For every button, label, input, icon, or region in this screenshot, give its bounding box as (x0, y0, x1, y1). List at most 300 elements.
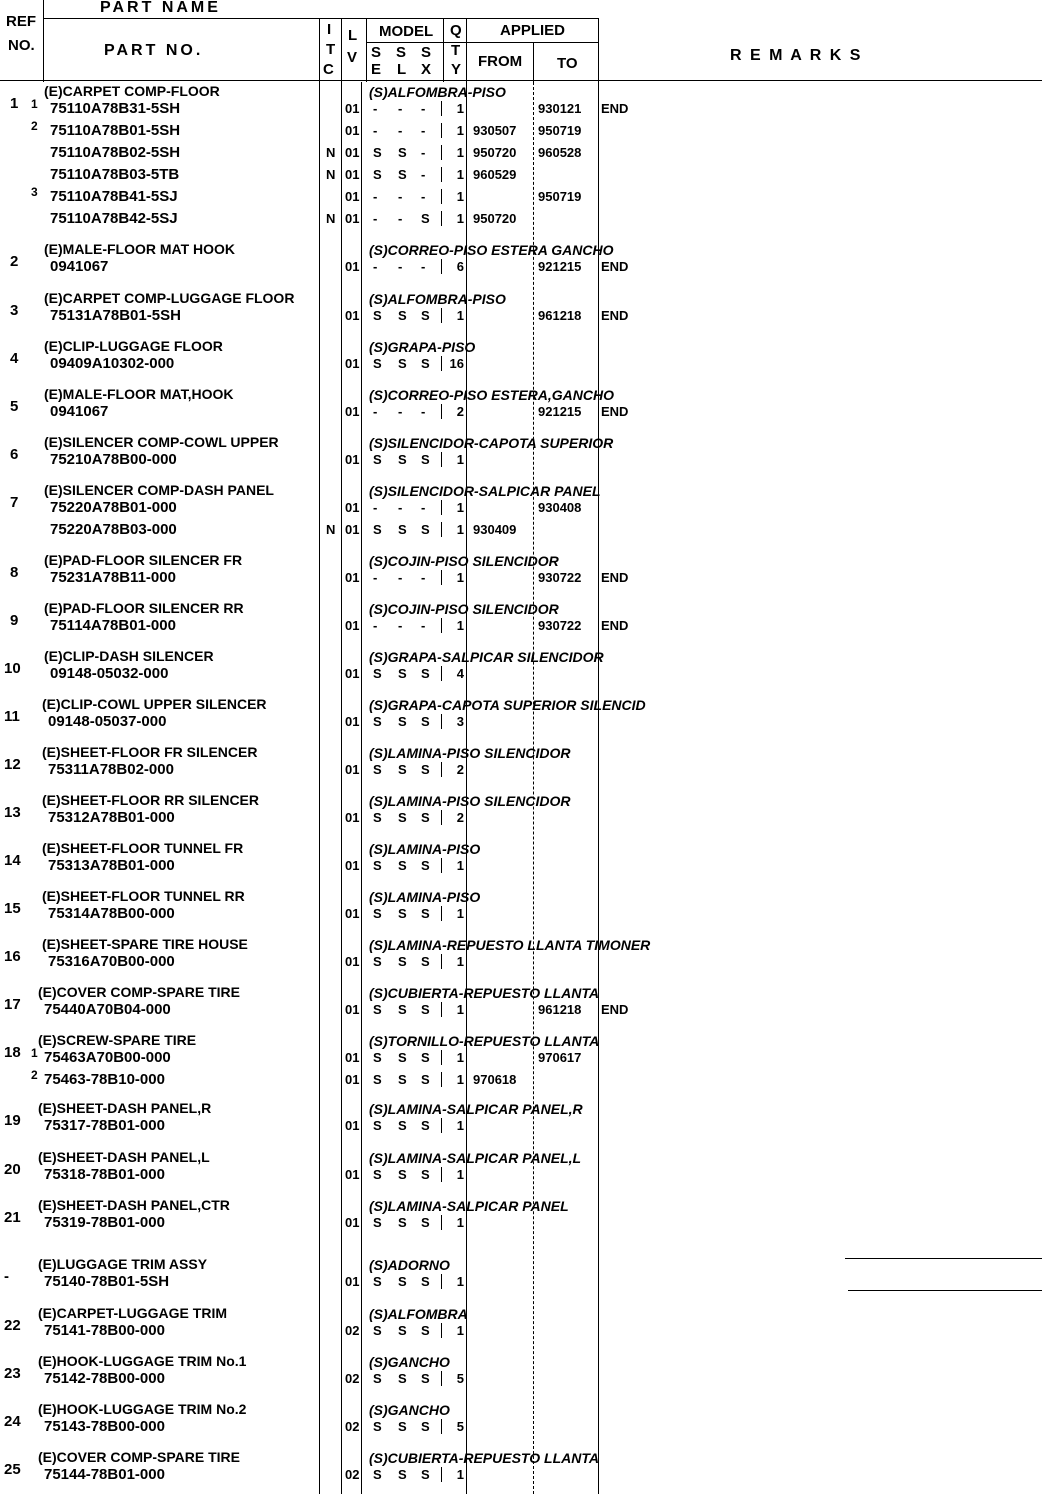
model-se: S (373, 714, 382, 729)
model-sl: S (398, 666, 407, 681)
model-sx: S (421, 522, 430, 537)
ref-no: 18 (4, 1044, 21, 1061)
model-sl: - (398, 618, 403, 633)
level: 02 (345, 1467, 360, 1482)
part-name: (E)SILENCER COMP-DASH PANEL (44, 482, 274, 498)
ref-no: 20 (4, 1161, 21, 1178)
model-sl: S (398, 1323, 407, 1338)
level: 01 (345, 500, 360, 515)
quantity: 2 (456, 810, 464, 825)
part-name: (E)CLIP-COWL UPPER SILENCER (42, 696, 267, 712)
part-number: 09409A10302-000 (50, 355, 175, 372)
part-number: 75318-78B01-000 (44, 1166, 165, 1183)
quantity: 1 (456, 145, 464, 160)
model-sl: - (398, 189, 403, 204)
part-number: 75143-78B00-000 (44, 1418, 165, 1435)
part-name-spanish: (S)COJIN-PISO SILENCIDOR (369, 553, 559, 569)
applied-from: 960529 (473, 167, 517, 182)
model-sl: S (398, 1467, 407, 1482)
part-number: 75316A70B00-000 (48, 953, 175, 970)
part-name-spanish: (S)CORREO-PISO ESTERA,GANCHO (369, 387, 615, 403)
model-sx: S (421, 666, 430, 681)
model-sl: S (398, 1419, 407, 1434)
applied-to: 950719 (538, 189, 582, 204)
part-name: (E)SHEET-SPARE TIRE HOUSE (42, 936, 248, 952)
model-sx: S (421, 211, 430, 226)
part-name-spanish: (S)LAMINA-PISO SILENCIDOR (369, 745, 571, 761)
part-name-spanish: (S)ADORNO (369, 1257, 450, 1273)
ref-no: 24 (4, 1413, 21, 1430)
level: 01 (345, 452, 360, 467)
part-number: 75140-78B01-5SH (44, 1273, 170, 1290)
part-name: (E)SHEET-FLOOR FR SILENCER (42, 744, 258, 760)
part-name: (E)PAD-FLOOR SILENCER FR (44, 552, 243, 568)
applied-to: 921215 (538, 259, 582, 274)
level: 01 (345, 1002, 360, 1017)
level: 01 (345, 308, 360, 323)
part-number: 0941067 (50, 258, 109, 275)
header-model: MODEL (379, 23, 434, 40)
model-sl: S (398, 1167, 407, 1182)
part-number: 75314A78B00-000 (48, 905, 175, 922)
part-name: (E)SHEET-FLOOR TUNNEL FR (42, 840, 244, 856)
model-sx: S (421, 1215, 430, 1230)
part-number: 75313A78B01-000 (48, 857, 175, 874)
header-ref-line1: REF (6, 13, 36, 30)
sub-index: 3 (31, 185, 38, 199)
part-name-spanish: (S)CUBIERTA-REPUESTO LLANTA (369, 1450, 599, 1466)
itc-flag: N (326, 522, 336, 537)
part-name-spanish: (S)LAMINA-REPUESTO LLANTA TIMONER (369, 937, 651, 953)
level: 02 (345, 1419, 360, 1434)
header-ref-line2: NO. (8, 37, 35, 54)
model-se: S (373, 1371, 382, 1386)
part-number: 75312A78B01-000 (48, 809, 175, 826)
level: 01 (345, 906, 360, 921)
part-name-spanish: (S)GRAPA-PISO (369, 339, 476, 355)
applied-to: 930722 (538, 618, 582, 633)
applied-to: 961218 (538, 308, 582, 323)
part-name-spanish: (S)GRAPA-SALPICAR SILENCIDOR (369, 649, 604, 665)
quantity: 1 (456, 452, 464, 467)
level: 01 (345, 810, 360, 825)
level: 01 (345, 1215, 360, 1230)
level: 02 (345, 1371, 360, 1386)
part-name: (E)CLIP-DASH SILENCER (44, 648, 214, 664)
quantity: 1 (456, 954, 464, 969)
model-sx: S (421, 308, 430, 323)
model-se: S (373, 522, 382, 537)
part-name-spanish: (S)GANCHO (369, 1354, 450, 1370)
model-se: S (373, 1467, 382, 1482)
model-sl: S (398, 1050, 407, 1065)
model-se: S (373, 356, 382, 371)
model-sx: S (421, 1167, 430, 1182)
quantity: 1 (456, 858, 464, 873)
part-number: 75319-78B01-000 (44, 1214, 165, 1231)
model-se: S (373, 1118, 382, 1133)
header-itc-t: T (326, 41, 336, 58)
itc-flag: N (326, 145, 336, 160)
model-se: S (373, 810, 382, 825)
header-part-name: PART NAME (100, 0, 221, 16)
part-number: 0941067 (50, 403, 109, 420)
quantity: 1 (456, 1002, 464, 1017)
model-se: S (373, 1050, 382, 1065)
model-se: S (373, 1072, 382, 1087)
quantity: 5 (456, 1371, 464, 1386)
remarks: END (601, 308, 629, 323)
part-name-spanish: (S)CORREO-PISO ESTERA GANCHO (369, 242, 614, 258)
level: 01 (345, 123, 360, 138)
level: 01 (345, 570, 360, 585)
applied-from: 950720 (473, 145, 517, 160)
model-sl: S (398, 1072, 407, 1087)
quantity: 1 (456, 123, 464, 138)
part-name: (E)MALE-FLOOR MAT,HOOK (44, 386, 234, 402)
model-se: - (373, 189, 378, 204)
part-number: 75220A78B03-000 (50, 521, 177, 538)
quantity: 1 (456, 1118, 464, 1133)
model-se: S (373, 1215, 382, 1230)
model-sl: S (398, 1215, 407, 1230)
model-sx: - (421, 259, 426, 274)
part-name: (E)CARPET COMP-LUGGAGE FLOOR (44, 290, 295, 306)
ref-no: 12 (4, 756, 21, 773)
quantity: 1 (456, 1467, 464, 1482)
model-sx: S (421, 1274, 430, 1289)
model-sx: - (421, 404, 426, 419)
model-sl: - (398, 570, 403, 585)
part-name: (E)LUGGAGE TRIM ASSY (38, 1256, 208, 1272)
part-name: (E)SHEET-FLOOR RR SILENCER (42, 792, 260, 808)
model-sx: S (421, 906, 430, 921)
ref-no: - (4, 1268, 9, 1285)
part-name: (E)SILENCER COMP-COWL UPPER (44, 434, 279, 450)
model-sl: S (398, 1118, 407, 1133)
model-se: S (373, 452, 382, 467)
quantity: 1 (456, 167, 464, 182)
model-sx: S (421, 1050, 430, 1065)
model-sx: S (421, 714, 430, 729)
model-sl: S (398, 167, 407, 182)
model-sx: S (421, 452, 430, 467)
model-se: S (373, 1323, 382, 1338)
remarks: END (601, 618, 629, 633)
model-se: - (373, 500, 378, 515)
ref-no: 5 (10, 398, 19, 415)
part-number: 75110A78B41-5SJ (50, 188, 178, 205)
quantity: 2 (456, 762, 464, 777)
quantity: 6 (456, 259, 464, 274)
part-name-spanish: (S)GANCHO (369, 1402, 450, 1418)
applied-to: 970617 (538, 1050, 582, 1065)
model-se: S (373, 1419, 382, 1434)
model-se: S (373, 666, 382, 681)
model-sl: S (398, 714, 407, 729)
part-number: 75110A78B31-5SH (50, 100, 181, 117)
ref-no: 7 (10, 494, 19, 511)
itc-flag: N (326, 167, 336, 182)
model-sx: S (421, 1419, 430, 1434)
part-number: 75110A78B03-5TB (50, 166, 180, 183)
model-se: S (373, 145, 382, 160)
level: 01 (345, 1050, 360, 1065)
ref-no: 23 (4, 1365, 21, 1382)
model-sl: S (398, 762, 407, 777)
part-name: (E)SHEET-DASH PANEL,L (38, 1149, 210, 1165)
ref-no: 11 (4, 708, 20, 725)
ref-no: 17 (4, 996, 21, 1013)
level: 01 (345, 522, 360, 537)
quantity: 1 (456, 1072, 464, 1087)
part-name: (E)PAD-FLOOR SILENCER RR (44, 600, 244, 616)
level: 01 (345, 618, 360, 633)
ref-no: 10 (4, 660, 21, 677)
ref-no: 15 (4, 900, 21, 917)
part-name-spanish: (S)SILENCIDOR-SALPICAR PANEL (369, 483, 601, 499)
model-sx: S (421, 858, 430, 873)
model-se: - (373, 101, 378, 116)
model-sx: - (421, 618, 426, 633)
model-se: - (373, 123, 378, 138)
model-sx: - (421, 500, 426, 515)
model-se: - (373, 618, 378, 633)
model-sx: - (421, 189, 426, 204)
applied-to: 930408 (538, 500, 582, 515)
quantity: 5 (456, 1419, 464, 1434)
applied-from: 930507 (473, 123, 517, 138)
part-name-spanish: (S)ALFOMBRA (369, 1306, 468, 1322)
sub-index: 2 (31, 119, 38, 133)
model-sl: S (398, 906, 407, 921)
model-sx: S (421, 1118, 430, 1133)
part-name-spanish: (S)LAMINA-SALPICAR PANEL,L (369, 1150, 582, 1166)
applied-from: 970618 (473, 1072, 517, 1087)
model-sx: S (421, 1072, 430, 1087)
header-qty-q: Q (450, 22, 462, 39)
ref-no: 3 (10, 302, 19, 319)
part-name-spanish: (S)GRAPA-CAPOTA SUPERIOR SILENCID (369, 697, 646, 713)
model-sl: S (398, 145, 407, 160)
model-se: S (373, 762, 382, 777)
ref-no: 25 (4, 1461, 21, 1478)
level: 01 (345, 145, 360, 160)
header-lv-v: V (347, 49, 358, 66)
applied-to: 961218 (538, 1002, 582, 1017)
part-number: 75110A78B02-5SH (50, 144, 181, 161)
model-sx: S (421, 1323, 430, 1338)
sub-index: 1 (31, 1046, 38, 1060)
applied-to: 921215 (538, 404, 582, 419)
model-sl: S (398, 356, 407, 371)
sub-index: 2 (31, 1068, 38, 1082)
remarks: END (601, 570, 629, 585)
model-se: S (373, 906, 382, 921)
header-remarks: R E M A R K S (730, 47, 863, 64)
applied-from: 950720 (473, 211, 517, 226)
header-model-sl-1: S (396, 44, 407, 61)
model-sx: S (421, 356, 430, 371)
model-se: S (373, 308, 382, 323)
part-name-spanish: (S)TORNILLO-REPUESTO LLANTA (369, 1033, 600, 1049)
applied-to: 930722 (538, 570, 582, 585)
model-sl: S (398, 954, 407, 969)
model-se: - (373, 259, 378, 274)
model-se: S (373, 858, 382, 873)
model-sl: - (398, 404, 403, 419)
quantity: 1 (456, 618, 464, 633)
model-sx: S (421, 810, 430, 825)
model-sx: - (421, 145, 426, 160)
part-number: 75141-78B00-000 (44, 1322, 165, 1339)
part-name: (E)SHEET-FLOOR TUNNEL RR (42, 888, 245, 904)
header-model-sl-2: L (397, 61, 407, 78)
model-sl: S (398, 452, 407, 467)
level: 02 (345, 1323, 360, 1338)
remarks: END (601, 259, 629, 274)
quantity: 1 (456, 570, 464, 585)
part-name: (E)HOOK-LUGGAGE TRIM No.2 (38, 1401, 247, 1417)
model-se: - (373, 211, 378, 226)
model-sx: S (421, 1467, 430, 1482)
level: 01 (345, 666, 360, 681)
model-sl: S (398, 810, 407, 825)
part-name: (E)CARPET COMP-FLOOR (44, 83, 220, 99)
header-model-sx-2: X (421, 61, 432, 78)
quantity: 1 (456, 101, 464, 116)
quantity: 1 (456, 308, 464, 323)
part-number: 75317-78B01-000 (44, 1117, 165, 1134)
part-name-spanish: (S)ALFOMBRA-PISO (369, 291, 506, 307)
model-sl: S (398, 308, 407, 323)
level: 01 (345, 1274, 360, 1289)
header-model-se-2: E (371, 61, 382, 78)
model-sl: S (398, 1371, 407, 1386)
applied-to: 960528 (538, 145, 582, 160)
level: 01 (345, 714, 360, 729)
part-number: 75220A78B01-000 (50, 499, 177, 516)
part-name-spanish: (S)LAMINA-PISO (369, 889, 481, 905)
model-sx: S (421, 1002, 430, 1017)
level: 01 (345, 954, 360, 969)
quantity: 1 (456, 1215, 464, 1230)
model-sl: - (398, 259, 403, 274)
part-number: 75144-78B01-000 (44, 1466, 165, 1483)
sub-index: 1 (31, 97, 38, 111)
model-sl: S (398, 1002, 407, 1017)
model-sl: S (398, 522, 407, 537)
level: 01 (345, 167, 360, 182)
quantity: 1 (456, 1050, 464, 1065)
level: 01 (345, 211, 360, 226)
part-name: (E)COVER COMP-SPARE TIRE (38, 1449, 240, 1465)
quantity: 1 (456, 906, 464, 921)
ref-no: 14 (4, 852, 21, 869)
part-name: (E)CARPET-LUGGAGE TRIM (38, 1305, 227, 1321)
part-number: 75311A78B02-000 (48, 761, 174, 778)
header-to: TO (557, 55, 578, 72)
quantity: 1 (456, 500, 464, 515)
ref-no: 8 (10, 564, 19, 581)
model-sl: - (398, 211, 403, 226)
part-number: 09148-05032-000 (50, 665, 169, 682)
part-name: (E)MALE-FLOOR MAT HOOK (44, 241, 236, 257)
part-number: 75131A78B01-5SH (50, 307, 181, 324)
quantity: 1 (456, 189, 464, 204)
model-se: - (373, 404, 378, 419)
header-part-no: PART NO. (104, 42, 204, 59)
ref-no: 2 (10, 253, 19, 270)
model-se: S (373, 167, 382, 182)
part-name-spanish: (S)SILENCIDOR-CAPOTA SUPERIOR (369, 435, 614, 451)
part-name-spanish: (S)LAMINA-SALPICAR PANEL,R (369, 1101, 583, 1117)
itc-flag: N (326, 211, 336, 226)
model-sx: S (421, 762, 430, 777)
level: 01 (345, 1118, 360, 1133)
header-model-sx-1: S (421, 44, 432, 61)
level: 01 (345, 1167, 360, 1182)
level: 01 (345, 762, 360, 777)
part-name: (E)SHEET-DASH PANEL,CTR (38, 1197, 230, 1213)
model-sl: - (398, 101, 403, 116)
applied-to: 950719 (538, 123, 582, 138)
ref-no: 16 (4, 948, 21, 965)
part-name: (E)CLIP-LUGGAGE FLOOR (44, 338, 223, 354)
ref-no: 21 (4, 1209, 21, 1226)
ref-no: 4 (10, 350, 19, 367)
model-se: S (373, 1167, 382, 1182)
model-sl: S (398, 1274, 407, 1289)
model-se: S (373, 1274, 382, 1289)
header-itc-i: I (327, 21, 332, 38)
quantity: 2 (456, 404, 464, 419)
part-number: 75231A78B11-000 (50, 569, 176, 586)
part-name-spanish: (S)LAMINA-PISO SILENCIDOR (369, 793, 571, 809)
part-name-spanish: (S)CUBIERTA-REPUESTO LLANTA (369, 985, 599, 1001)
model-se: S (373, 954, 382, 969)
part-number: 75463A70B00-000 (44, 1049, 171, 1066)
header-model-se-1: S (371, 44, 382, 61)
level: 01 (345, 404, 360, 419)
remarks: END (601, 1002, 629, 1017)
level: 01 (345, 189, 360, 204)
header-qty-y: Y (451, 61, 462, 78)
model-sx: S (421, 954, 430, 969)
applied-to: 930121 (538, 101, 582, 116)
quantity: 16 (449, 356, 464, 371)
quantity: 3 (456, 714, 464, 729)
part-name-spanish: (S)LAMINA-PISO (369, 841, 481, 857)
level: 01 (345, 1072, 360, 1087)
ref-no: 22 (4, 1317, 21, 1334)
model-sx: - (421, 123, 426, 138)
remarks: END (601, 101, 629, 116)
quantity: 4 (456, 666, 464, 681)
ref-no: 13 (4, 804, 21, 821)
header-lv-l: L (348, 27, 358, 44)
quantity: 1 (456, 211, 464, 226)
level: 01 (345, 356, 360, 371)
quantity: 1 (456, 1167, 464, 1182)
part-number: 75110A78B42-5SJ (50, 210, 178, 227)
model-sx: - (421, 570, 426, 585)
header-from: FROM (478, 53, 523, 70)
part-number: 75210A78B00-000 (50, 451, 177, 468)
part-number: 75440A70B04-000 (44, 1001, 171, 1018)
ref-no: 9 (10, 612, 19, 629)
level: 01 (345, 858, 360, 873)
